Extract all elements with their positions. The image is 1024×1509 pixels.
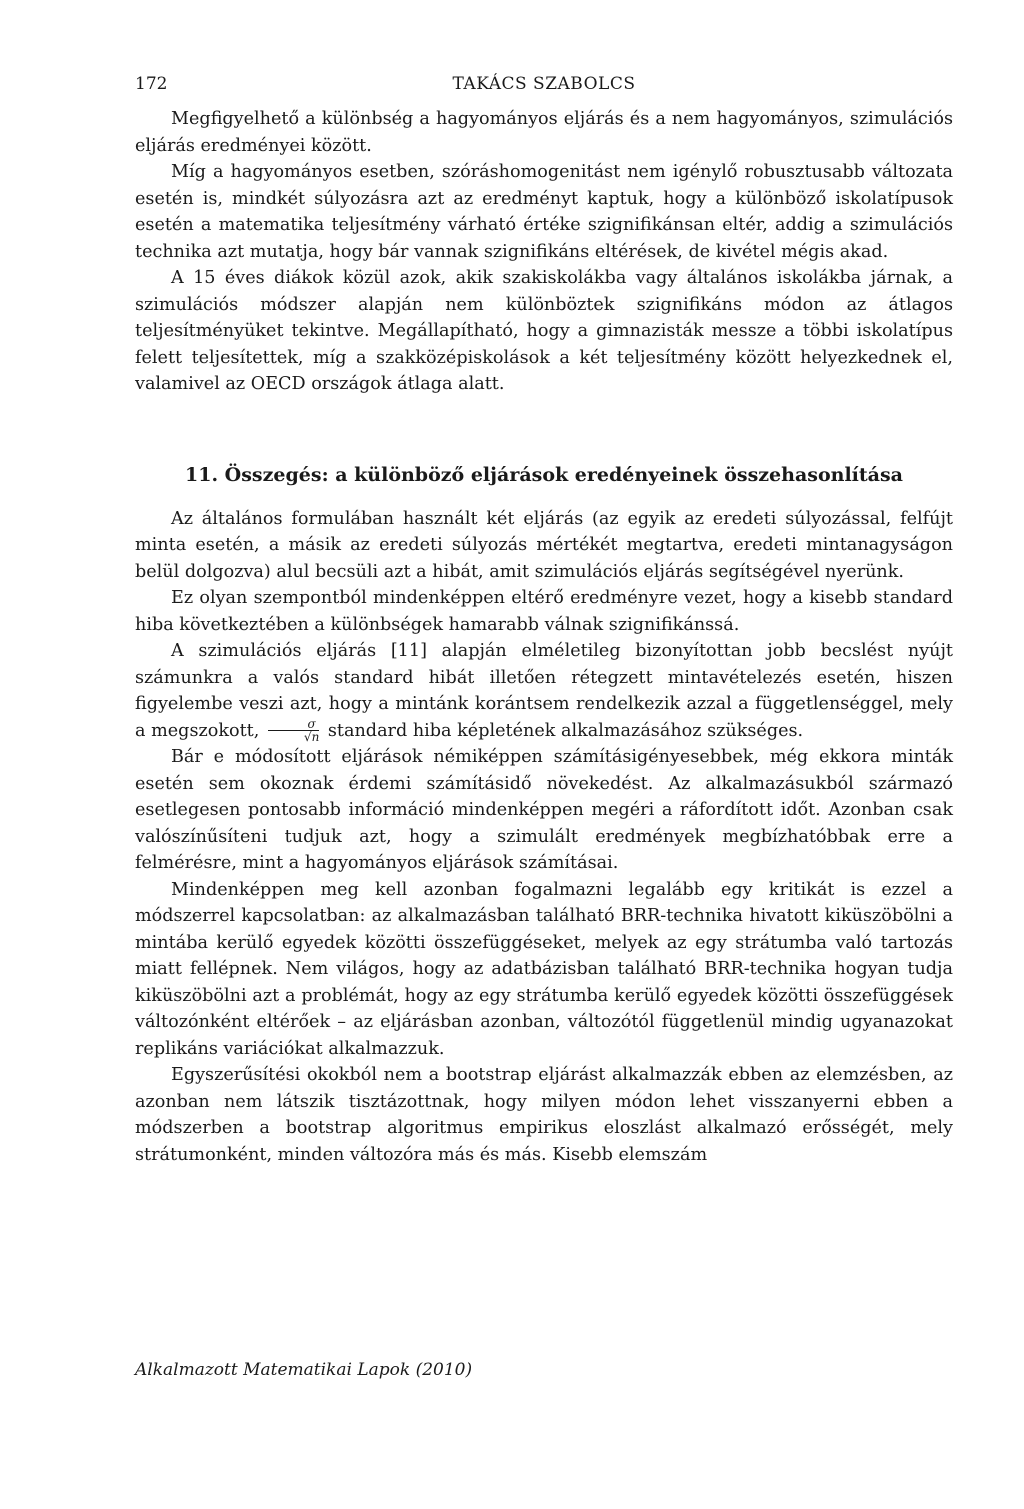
paragraph: Mindenképpen meg kell azonban fogalmazni legalább egy kritikát is ezzel a módszerrel kapcsolatban: az alkalmazásban található BRR-technika hivatott kiküszöbölni a mintába kerülő egyedek közötti összefüggéseket, melyek az egy strátumba való tartozás miatt fellépnek. Nem világos, hogy az adatbázisban található BRR-technika hogyan tudja kiküszöbölni azt a problémát, hogy az egy strátumba kerülő egyedek közötti összefüggések változónként eltérőek – az eljárásban azonban, változótól függetlenül mindig ugyanazokat replikáns variációkat alkalmazzuk. [135, 879, 953, 1059]
paragraph-text: standard hiba képletének alkalmazásához szükséges. [327, 720, 804, 741]
footer-journal: Alkalmazott Matematikai Lapok (2010) [135, 1360, 473, 1380]
paragraph: Egyszerűsítési okokból nem a bootstrap eljárást alkalmazzák ebben az elemzésben, az azonban nem látszik tisztázottnak, hogy milyen módon lehet visszanyerni ebben a módszerben a bootstrap algoritmus empirikus eloszlást alkalmazó erősségét, mely strátumonként, minden változóra más és más. Kisebb elemszám [135, 1065, 953, 1165]
page [135, 70, 953, 1168]
formula-denominator: √n [303, 730, 320, 744]
paragraph: Megfigyelhető a különbség a hagyományos eljárás és a nem hagyományos, szimulációs eljárás eredményei között. [135, 109, 953, 156]
paragraph-with-formula [135, 638, 953, 744]
body-text-section [135, 506, 953, 1169]
section-title: 11. Összegés: a különböző eljárások eredényeinek összehasonlítása [185, 463, 903, 486]
paragraph: A 15 éves diákok közül azok, akik szakiskolákba vagy általános iskolákba járnak, a szimulációs módszer alapján nem különböztek szignifikáns módon az átlagos teljesítményüket tekintve. Megállapítható, hogy a gimnazisták messze a többi iskolatípus felett teljesítettek, míg a szakközépiskolások a két teljesítmény között helyezkednek el, valamivel az OECD országok átlaga alatt. [135, 268, 953, 394]
paragraph: Ez olyan szempontból mindenképpen eltérő eredményre vezet, hogy a kisebb standard hiba következtében a különbségek hamarabb válnak szignifikánssá. [135, 588, 953, 635]
formula-numerator: σ [268, 718, 319, 731]
running-head [135, 70, 953, 106]
paragraph: Az általános formulában használt két eljárás (az egyik az eredeti súlyozással, felfújt minta esetén, a másik az eredeti súlyozás mértékét megtartva, eredeti mintanagyságon belül dolgozva) alul becsüli azt a hibát, amit szimulációs eljárás segítségével nyerünk. [135, 508, 953, 582]
body-text-top [135, 106, 953, 398]
page-number: 172 [135, 74, 168, 94]
sigma-over-sqrt-n-formula [268, 718, 319, 743]
paragraph: Míg a hagyományos esetben, szóráshomogenitást nem igénylő robusztusabb változata esetén is, mindkét súlyozásra azt az eredményt kaptuk, hogy a különböző iskolatípusok esetén a matematika teljesítmény várható értéke szignifikánsan eltér, addig a szimulációs technika azt mutatja, hogy bár vannak szignifikáns eltérések, de kivétel mégis akad. [135, 162, 953, 262]
paragraph-text: A szimulációs eljárás [11] alapján elméletileg bizonyítottan jobb becslést nyújt számunkra a valós standard hibát illetően rétegzett mintavételezés esetén, hiszen figyelembe veszi azt, hogy a mintánk korántsem rendelkezik azzal a függetlenséggel, mely a megszokott, [135, 641, 953, 741]
paragraph: Bár e módosított eljárások némiképpen számításigényesebbek, még ekkora minták esetén sem okoznak érdemi számításidő növekedést. Az alkalmazásukból származó esetlegesen pontosabb információ mindenképpen megéri a ráfordított időt. Azonban csak valószínűsíteni tudjuk azt, hogy a szimulált eredmények megbízhatóbbak erre a felmérésre, mint a hagyományos eljárások számításai. [135, 747, 953, 873]
running-head-author: TAKÁCS SZABOLCS [452, 74, 636, 94]
